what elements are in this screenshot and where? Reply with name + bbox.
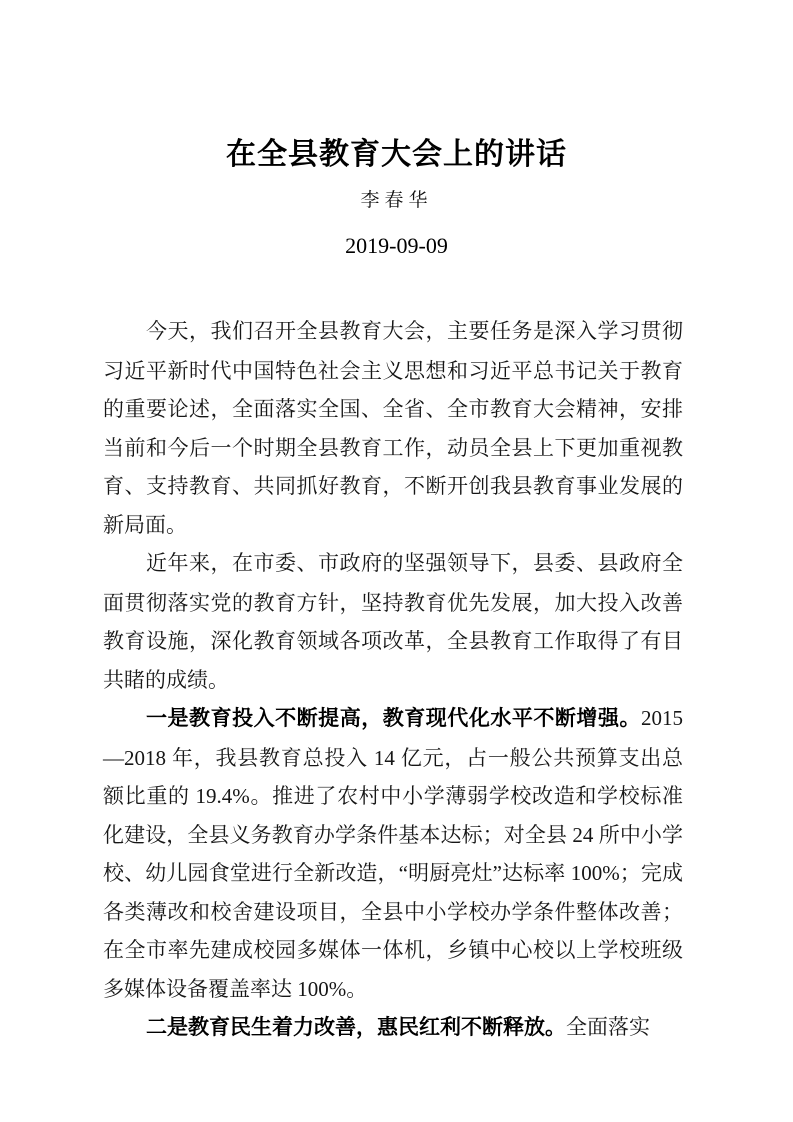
paragraph-3-lead: 一是教育投入不断提高，教育现代化水平不断增强。 [146, 707, 641, 730]
paragraph-1-text: 今天，我们召开全县教育大会，主要任务是深入学习贯彻习近平新时代中国特色社会主义思想和习近平总书记关于教育的重要论述，全面落实全国、全省、全市教育大会精神，安排当前和今后一个时期全县教育工作，动员全县上下更加重视教育、支持教育、共同抓好教育，不断开创我县教育事业发展的新局面。 [103, 319, 683, 537]
paragraph-2-text: 近年来，在市委、市政府的坚强领导下，县委、县政府全面贯彻落实党的教育方针，坚持教育优先发展，加大投入改善教育设施，深化教育领域各项改革，全县教育工作取得了有目共睹的成绩。 [103, 551, 683, 692]
paragraph-2 [103, 544, 683, 699]
paragraph-4-lead: 二是教育民生着力改善，惠民红利不断释放。 [146, 1016, 566, 1039]
paragraph-1 [103, 312, 683, 544]
paragraph-3-text: 2015—2018 年，我县教育总投入 14 亿元，占一般公共预算支出总额比重的 19.4%。推进了农村中小学薄弱学校改造和学校标准化建设，全县义务教育办学条件基本达标；对全县 24 所中小学校、幼儿园食堂进行全新改造，“明厨亮灶”达标率 100%；完成各类薄改和校舍建设项目，全县中小学校办学条件整体改善；在全市率先建成校园多媒体一体机，乡镇中心校以上学校班级多媒体设备覆盖率达 100%。 [103, 706, 683, 1001]
paragraph-4 [103, 1008, 683, 1048]
paragraph-4-text: 全面落实 [566, 1015, 650, 1039]
document-body [0, 312, 793, 1048]
document-title: 在全县教育大会上的讲话 [226, 138, 567, 171]
document-date: 2019-09-09 [345, 233, 448, 258]
document-author: 李春华 [360, 190, 433, 211]
paragraph-3 [103, 699, 683, 1008]
